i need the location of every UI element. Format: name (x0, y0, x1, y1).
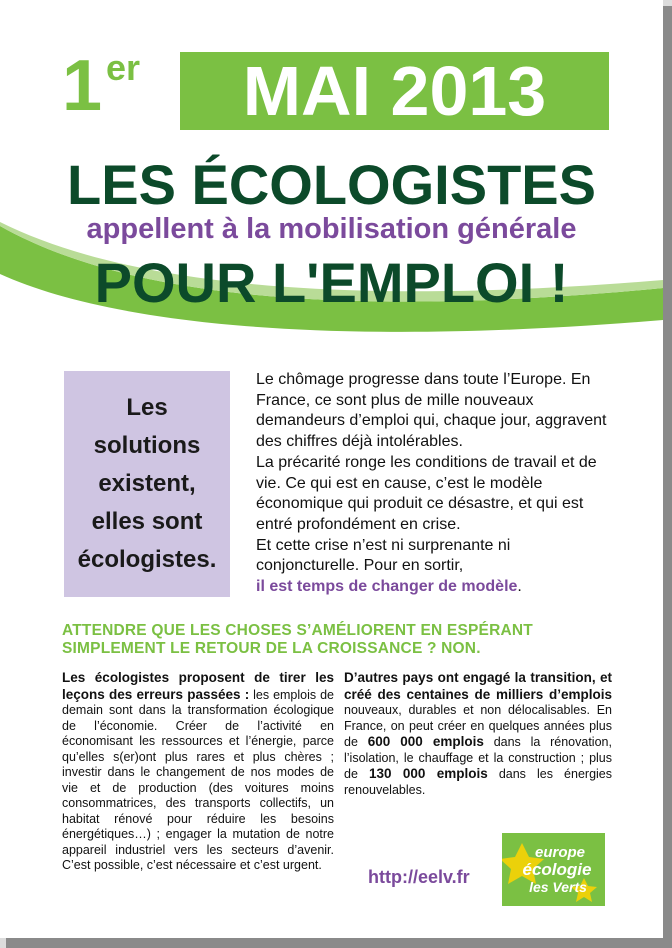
intro-text (256, 370, 616, 598)
quote-line: Les (126, 394, 168, 421)
logo-text-les-verts: les Verts (529, 879, 587, 895)
eelv-logo (502, 833, 605, 906)
logo-text-ecologie: écologie (522, 860, 592, 879)
quote-line: écologistes. (77, 546, 217, 573)
intro-paragraph-text: Et cette crise n’est ni surprenante ni conjoncturelle. Pour en sortir, (256, 536, 511, 575)
quote-line: elles sont (91, 508, 203, 535)
quote-box (64, 371, 230, 597)
right-column-lead: D’autres pays ont engagé la transition, et créé des centaines de milliers d’emplois (344, 670, 612, 702)
quote-line: existent, (98, 470, 196, 497)
intro-highlight: il est temps de changer de modèle (256, 578, 518, 596)
intro-paragraph: Et cette crise n’est ni surprenante ni conjoncturelle. Pour en sortir, il est temps de changer de modèle. (256, 536, 522, 596)
figure-600000: 600 000 emplois (367, 734, 484, 749)
logo-text-europe: europe (534, 844, 586, 861)
title-emploi: POUR L'EMPLOI ! (94, 251, 569, 314)
date-prefix (62, 46, 141, 126)
left-column (62, 670, 334, 874)
section-heading: ATTENDRE QUE LES CHOSES S’AMÉLIORENT EN ESPÉRANT SIMPLEMENT LE RETOUR DE LA CROISSANCE ? NON. (62, 622, 533, 657)
day-number: 1 (62, 46, 103, 126)
page-shadow-bottom (6, 938, 672, 948)
right-column-text: dans la rénovation, l’isolation, le chauffage et la construction ; plus de (344, 735, 612, 781)
intro-paragraph: Le chômage progresse dans toute l’Europe. En France, ce sont plus de mille nouveaux demandeurs d’emploi qui, chaque jour, aggravent des chiffres déjà intolérables. (256, 371, 607, 451)
website-link[interactable]: http://eelv.fr (368, 867, 470, 887)
quote-line: solutions (93, 432, 201, 459)
figure-130000: 130 000 emplois (368, 766, 488, 781)
day-suffix: er (106, 47, 141, 88)
left-column-lead: Les écologistes proposent de tirer les leçons des erreurs passées : (62, 670, 334, 702)
page-shadow-right (663, 6, 672, 948)
title-ecologistes: LES ÉCOLOGISTES (67, 153, 596, 216)
right-column-text: nouveaux, durables et non délocalisables. En France, on peut créer en quelques années plus de (344, 703, 612, 749)
left-column-body: les emplois de demain sont dans la transformation écologique de l’économie. Créer de l’activité en économisant les ressources et l’énergie, parce qu’elles s(er)ont plus rares et plus chères ; investir dans le changement de nos modes de vie et de production (des voitures moins consommatrices, des transports collectifs, un habitat rénové pour réduire les besoins énergétiques…) ; engager la mutation de notre appareil industriel vers les secteurs d’avenir. C’est possible, c’est nécessaire et c’est urgent. (62, 687, 334, 872)
subtitle: appellent à la mobilisation générale (86, 213, 577, 245)
month-year-banner: MAI 2013 (180, 52, 609, 130)
right-column (344, 670, 612, 798)
right-column-text: dans les énergies renouvelables. (344, 767, 612, 797)
intro-paragraph: La précarité ronge les conditions de travail et de vie. Ce qui est en cause, c’est le modèle économique qui produit ce désastre, et qui est entré profondément en crise. (256, 453, 597, 533)
